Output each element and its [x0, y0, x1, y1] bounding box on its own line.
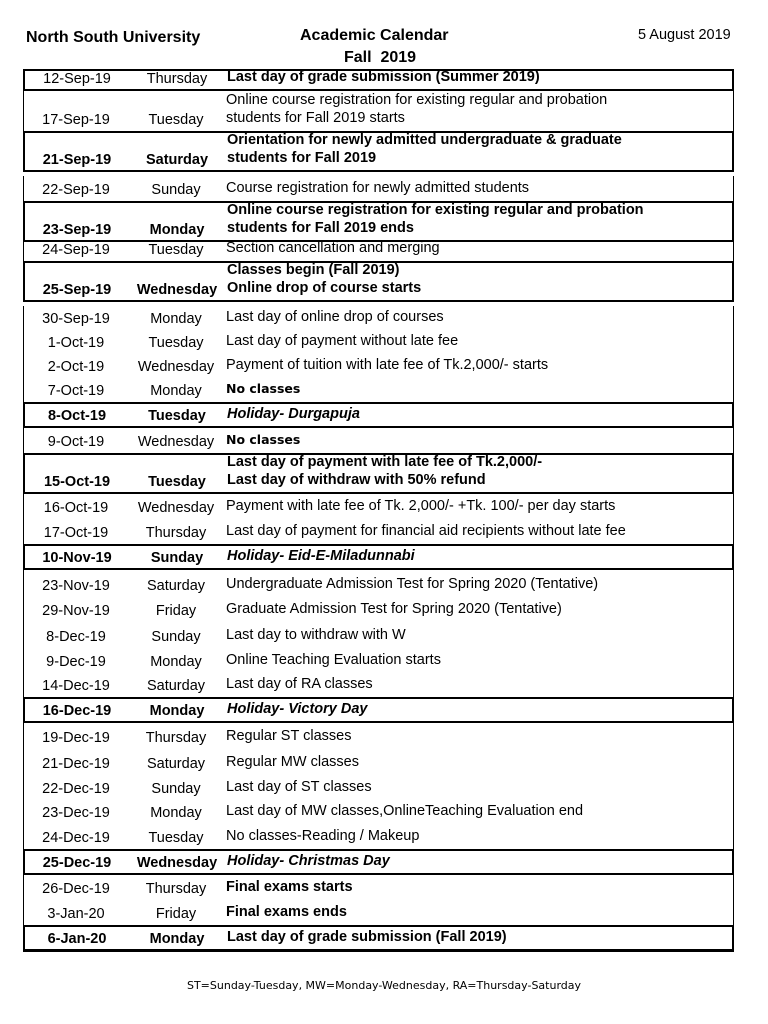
row-date: 22-Dec-19	[42, 781, 110, 797]
document-date: 5 August 2019	[638, 27, 731, 43]
row-event	[226, 497, 729, 515]
event-line: Online course registration for existing regular and probation	[227, 202, 644, 218]
row-day: Saturday	[146, 578, 206, 594]
row-day: Monday	[150, 805, 202, 821]
calendar-row	[23, 697, 734, 723]
abbreviation-legend: ST=Sunday-Tuesday, MW=Monday-Wednesday, RA=Thursday-Saturday	[186, 979, 582, 992]
row-day: Thursday	[146, 71, 208, 87]
event-line: No classes-Reading / Makeup	[226, 828, 420, 844]
event-line: Last day to withdraw with W	[226, 627, 406, 643]
row-day: Monday	[149, 222, 205, 238]
row-day: Wednesday	[137, 434, 215, 450]
row-event	[226, 431, 729, 449]
calendar-row	[23, 494, 734, 519]
row-day: Tuesday	[148, 408, 206, 424]
row-date: 21-Sep-19	[42, 152, 112, 168]
row-date: 3-Jan-20	[47, 906, 105, 922]
calendar-row	[23, 242, 734, 261]
row-date: 23-Nov-19	[42, 578, 110, 594]
event-line: Classes begin (Fall 2019)	[227, 262, 400, 278]
row-day: Tuesday	[148, 242, 204, 258]
row-day: Monday	[149, 931, 205, 947]
row-day: Friday	[155, 603, 197, 619]
university-name: North South University	[26, 29, 201, 46]
event-line: Online course registration for existing regular and probation	[226, 92, 608, 108]
row-day: Thursday	[145, 881, 207, 897]
event-line: Last day of payment for financial aid recipients without late fee	[226, 523, 626, 539]
row-day: Monday	[150, 383, 202, 399]
event-line: Online drop of course starts	[227, 280, 422, 296]
row-date: 9-Oct-19	[47, 434, 105, 450]
event-line: Final exams starts	[226, 879, 353, 895]
calendar-row	[23, 306, 734, 330]
row-day: Saturday	[146, 756, 206, 772]
row-event	[226, 332, 729, 350]
row-date: 17-Oct-19	[43, 525, 109, 541]
calendar-row	[23, 597, 734, 622]
row-date: 17-Sep-19	[42, 112, 110, 128]
row-day: Sunday	[151, 781, 201, 797]
row-date: 23-Sep-19	[42, 222, 112, 238]
row-event	[227, 261, 728, 297]
event-line: No classes	[226, 381, 301, 396]
row-event	[227, 405, 728, 423]
event-line: Last day of online drop of courses	[226, 309, 444, 325]
event-line: Last day of grade submission (Fall 2019)	[227, 929, 507, 945]
row-event	[226, 727, 729, 745]
event-line: Last day of MW classes,OnlineTeaching Evaluation end	[226, 803, 584, 819]
calendar-row	[23, 925, 734, 951]
row-event	[226, 878, 729, 896]
row-event	[227, 928, 728, 946]
row-date: 26-Dec-19	[42, 881, 110, 897]
row-event	[226, 626, 729, 644]
row-date: 1-Oct-19	[47, 335, 105, 351]
event-line: Regular ST classes	[226, 728, 352, 744]
calendar-row	[23, 354, 734, 378]
row-event	[227, 131, 728, 167]
calendar-row	[23, 261, 734, 302]
event-line: Payment with late fee of Tk. 2,000/- +Tk. 100/- per day starts	[226, 498, 616, 514]
calendar-row	[23, 723, 734, 749]
row-event	[226, 778, 729, 796]
calendar-row	[23, 176, 734, 201]
row-date: 6-Jan-20	[47, 931, 107, 947]
row-date: 21-Dec-19	[42, 756, 110, 772]
row-event	[227, 201, 728, 237]
row-date: 16-Oct-19	[43, 500, 109, 516]
row-day: Monday	[150, 654, 202, 670]
row-date: 19-Dec-19	[42, 730, 110, 746]
event-line: Last day of payment with late fee of Tk.2,000/-	[227, 454, 543, 470]
event-line: No classes	[226, 432, 301, 447]
row-event	[227, 68, 728, 86]
row-event	[226, 575, 729, 593]
calendar-row	[23, 622, 734, 648]
row-event	[226, 308, 729, 326]
event-line: Holiday- Durgapuja	[227, 406, 360, 422]
row-date: 14-Dec-19	[42, 678, 110, 694]
event-line: Last day of grade submission (Summer 2019)	[227, 69, 540, 85]
event-line: Regular MW classes	[226, 754, 359, 770]
calendar-row	[23, 673, 734, 697]
row-day: Sunday	[150, 550, 204, 566]
row-event	[226, 179, 729, 197]
row-event	[226, 356, 729, 374]
calendar-row	[23, 544, 734, 570]
calendar-row	[23, 428, 734, 453]
event-line: Graduate Admission Test for Spring 2020 (Tentative)	[226, 601, 562, 617]
row-day: Sunday	[151, 182, 201, 198]
calendar-term: Fall 2019	[344, 49, 417, 66]
calendar-row	[23, 519, 734, 544]
calendar-row	[23, 131, 734, 172]
row-date: 9-Dec-19	[46, 654, 106, 670]
calendar-row	[23, 402, 734, 428]
row-day: Tuesday	[148, 112, 204, 128]
row-date: 7-Oct-19	[47, 383, 105, 399]
row-date: 30-Sep-19	[42, 311, 110, 327]
event-line: Holiday- Christmas Day	[227, 853, 390, 869]
table-bottom-border	[23, 951, 734, 952]
row-day: Monday	[149, 703, 205, 719]
row-event	[227, 700, 728, 718]
calendar-title: Academic Calendar	[300, 27, 449, 44]
calendar-row	[23, 824, 734, 849]
row-day: Friday	[155, 906, 197, 922]
row-date: 8-Oct-19	[47, 408, 107, 424]
row-day: Wednesday	[136, 282, 218, 298]
row-event	[227, 852, 728, 870]
row-event	[226, 239, 729, 257]
calendar-row	[23, 900, 734, 925]
row-day: Tuesday	[148, 830, 204, 846]
calendar-row	[23, 775, 734, 800]
row-day: Monday	[150, 311, 202, 327]
calendar-row	[23, 378, 734, 402]
row-date: 22-Sep-19	[42, 182, 110, 198]
event-line: Payment of tuition with late fee of Tk.2,000/- starts	[226, 357, 549, 373]
calendar-row	[23, 69, 734, 91]
row-event	[227, 547, 728, 565]
row-date: 24-Dec-19	[42, 830, 110, 846]
row-day: Tuesday	[148, 335, 204, 351]
calendar-row	[23, 648, 734, 673]
calendar-row	[23, 91, 734, 131]
row-date: 15-Oct-19	[43, 474, 111, 490]
event-line: Last day of RA classes	[226, 676, 373, 692]
calendar-row	[23, 330, 734, 354]
row-date: 12-Sep-19	[43, 71, 111, 87]
row-event	[227, 453, 728, 489]
row-day: Tuesday	[148, 474, 206, 490]
row-date: 16-Dec-19	[42, 703, 112, 719]
event-line: Last day of ST classes	[226, 779, 372, 795]
row-date: 23-Dec-19	[42, 805, 110, 821]
row-day: Thursday	[145, 730, 207, 746]
row-event	[226, 802, 729, 820]
calendar-row	[23, 201, 734, 242]
row-event	[226, 827, 729, 845]
calendar-row	[23, 570, 734, 597]
row-day: Saturday	[145, 152, 209, 168]
event-line: Undergraduate Admission Test for Spring 2020 (Tentative)	[226, 576, 599, 592]
event-line: Holiday- Eid-E-Miladunnabi	[227, 548, 415, 564]
row-date: 10-Nov-19	[42, 550, 112, 566]
event-line: Last day of payment without late fee	[226, 333, 459, 349]
row-day: Thursday	[145, 525, 207, 541]
calendar-row	[23, 800, 734, 824]
event-line: Section cancellation and merging	[226, 240, 440, 256]
event-line: Online Teaching Evaluation starts	[226, 652, 441, 668]
event-line: Last day of withdraw with 50% refund	[227, 472, 486, 488]
row-day: Saturday	[146, 678, 206, 694]
calendar-row	[23, 875, 734, 900]
row-date: 8-Dec-19	[46, 629, 106, 645]
row-event	[226, 651, 729, 669]
row-date: 25-Sep-19	[42, 282, 112, 298]
row-event	[226, 522, 729, 540]
calendar-row	[23, 749, 734, 775]
event-line: Final exams ends	[226, 904, 347, 920]
row-event	[226, 903, 729, 921]
calendar-row	[23, 453, 734, 494]
event-line: students for Fall 2019 starts	[226, 110, 405, 126]
row-event	[226, 380, 729, 398]
event-line: Orientation for newly admitted undergraduate & graduate	[227, 132, 622, 148]
event-line: students for Fall 2019 ends	[227, 220, 414, 236]
row-date: 24-Sep-19	[42, 242, 110, 258]
row-event	[226, 675, 729, 693]
event-line: Course registration for newly admitted students	[226, 180, 530, 196]
row-day: Wednesday	[137, 359, 215, 375]
row-event	[226, 91, 729, 127]
row-day: Sunday	[151, 629, 201, 645]
row-day: Wednesday	[136, 855, 218, 871]
row-date: 25-Dec-19	[42, 855, 112, 871]
event-line: Holiday- Victory Day	[227, 701, 368, 717]
row-date: 29-Nov-19	[42, 603, 110, 619]
calendar-row	[23, 849, 734, 875]
event-line: students for Fall 2019	[227, 150, 377, 166]
row-day: Wednesday	[137, 500, 215, 516]
row-date: 2-Oct-19	[47, 359, 105, 375]
row-event	[226, 753, 729, 771]
row-event	[226, 600, 729, 618]
